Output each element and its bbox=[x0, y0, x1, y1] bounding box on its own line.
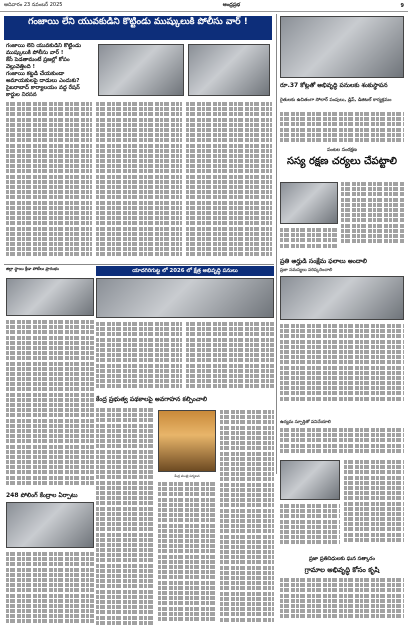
lower-right-body-3 bbox=[280, 504, 340, 552]
top-right-headline: రూ.37 కోట్లతో అభివృద్ధి పనులకు శంకుస్థాపన bbox=[280, 82, 388, 89]
top-right-photo bbox=[280, 16, 404, 78]
lower-center-headline: కేంద్ర ప్రభుత్వ పథకాలపై అవగాహన కల్పించాలి bbox=[96, 396, 208, 403]
lower-right-photo bbox=[280, 460, 340, 500]
right-sub-photo bbox=[280, 276, 404, 320]
top-story-banner bbox=[4, 16, 272, 40]
top-story-photo-2 bbox=[188, 44, 270, 96]
right-sub-body bbox=[280, 324, 404, 416]
lower-center-col-1 bbox=[96, 322, 182, 392]
header-date: ఆదివారం 23 నవంబర్ 2025 bbox=[4, 2, 63, 8]
mid-band-banner-text: యాదగిరిగుట్ట లో 2026 లో క్షేత్ర అభివృద్ధి పనులు bbox=[132, 268, 238, 274]
lower-left-body bbox=[6, 320, 94, 488]
lower-left-headline: 248 పోలింగ్ కేంద్రాల ఏర్పాటు bbox=[6, 492, 78, 499]
header-paper: ఆంధ్రప్రభ bbox=[222, 2, 241, 8]
column-divider bbox=[276, 14, 277, 474]
right-sub-kicker: ప్రజా సమస్యలు పరిష్కరించాలి bbox=[280, 268, 333, 273]
lower-right-body-4 bbox=[280, 578, 404, 626]
top-story-photo bbox=[98, 44, 184, 96]
right-sub-headline: ప్రతి అర్హుడి సంక్షేమ ఫలాలు అందాలి bbox=[280, 258, 367, 265]
lower-left-photo bbox=[6, 502, 94, 548]
bullet-4: సైబరాబాద్ కార్యాలయం వద్ద రేషన్ కార్డుల నిరసన bbox=[6, 85, 80, 98]
lower-center-col-4 bbox=[220, 410, 274, 626]
lower-center-col-5 bbox=[158, 482, 216, 626]
lower-right-small-headline: ఉద్యమ స్ఫూర్తితో పనిచేయాలి bbox=[280, 420, 331, 425]
lower-center-portrait bbox=[158, 410, 216, 472]
lower-right-body-2 bbox=[344, 460, 404, 552]
lower-center-photo-caption: కేంద్ర మంత్రి పర్యటన bbox=[174, 474, 200, 478]
top-story-bullets bbox=[6, 43, 94, 99]
lower-center-col-3 bbox=[96, 408, 154, 626]
mid-band-left-kicker: జిల్లా స్థాయి క్రీడా పోటీలు ప్రారంభం bbox=[6, 266, 60, 271]
lower-right-body bbox=[280, 428, 404, 456]
lower-center-col-2 bbox=[186, 322, 274, 392]
right-mid-body-2 bbox=[280, 228, 338, 254]
mid-band-banner bbox=[96, 266, 274, 276]
right-mid-headline: సస్య రక్షణ చర్యలు చేపట్టాలి bbox=[287, 156, 397, 167]
top-story-col-3 bbox=[186, 102, 272, 262]
bullet-1: గంజాయి లేని యువకుడిని కొట్టిండు ముష్కులుకి పోలీసు వార్ ! bbox=[6, 43, 82, 56]
mid-band-rule bbox=[4, 264, 274, 265]
right-mid-kicker: పంటల సంరక్షణ bbox=[327, 148, 357, 153]
lower-right-headline: గ్రామాల అభివృద్ధి కోసం కృషి bbox=[304, 566, 380, 574]
mid-band-photo-left bbox=[6, 278, 94, 316]
top-story-col-1 bbox=[6, 102, 92, 262]
lower-right-kicker: ప్రజా ప్రతినిధులకు ఘన సత్కారం bbox=[308, 556, 376, 562]
mid-band-photo-right bbox=[96, 278, 274, 318]
lower-left-body-2 bbox=[6, 552, 94, 626]
bullet-2: కేసే పెడతామంటే ప్రజల్లో కోపం వెల్లువెత్తింది ! bbox=[6, 57, 70, 70]
top-right-body bbox=[280, 112, 404, 144]
bullet-3: గంజాయి కట్టడి చేయకుండా అమాయకులపై దాడులు ఎందుకు? bbox=[6, 71, 80, 84]
top-right-subheadline: రైతులకు ఉచితంగా సోలార్ పంపులు, డ్రిప్, డిజిటల్ కార్యక్రమం bbox=[280, 98, 392, 103]
right-mid-body bbox=[341, 182, 404, 252]
right-mid-photo bbox=[280, 182, 338, 224]
top-story-col-2 bbox=[96, 102, 182, 262]
header-page-number: 9 bbox=[400, 2, 404, 9]
page-header bbox=[0, 0, 408, 12]
top-story-banner-text: గంజాయి లేని యువకుడిని కొట్టిండు ముష్కులుకి పోలీసు వార్ ! bbox=[28, 17, 248, 27]
